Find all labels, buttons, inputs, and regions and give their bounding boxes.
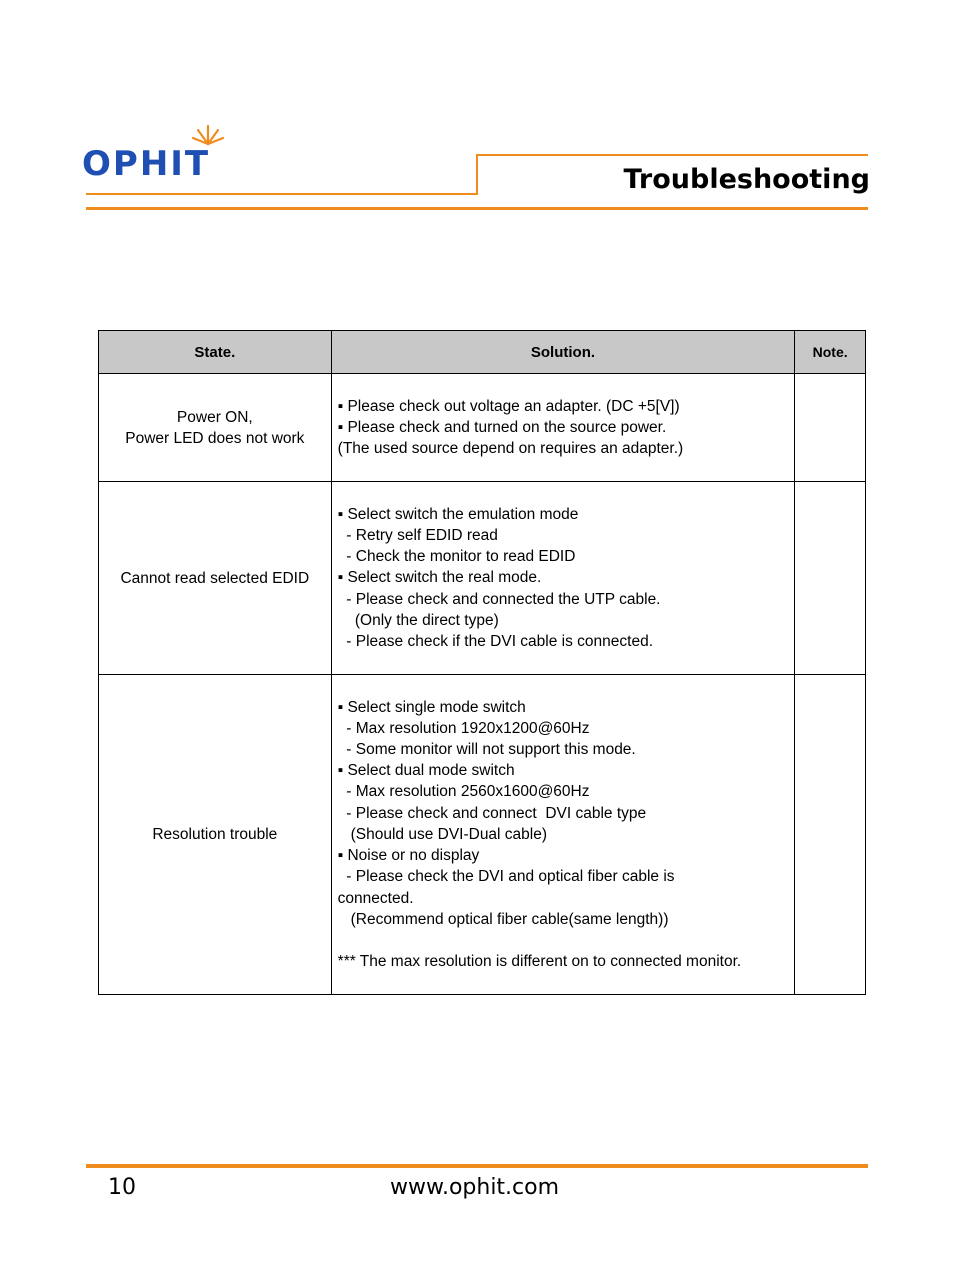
column-header-state: State. (99, 331, 332, 374)
state-line: Cannot read selected EDID (120, 569, 310, 587)
state-line: Power ON, (176, 408, 253, 426)
solution-line: ▪ Select switch the emulation mode (337, 505, 579, 523)
note-cell (795, 374, 866, 482)
table-row (99, 482, 866, 675)
solution-line: - Max resolution 1920x1200@60Hz (337, 719, 590, 737)
troubleshooting-table (98, 330, 866, 995)
table-row (99, 675, 866, 995)
sun-rays-icon (190, 122, 226, 146)
table-row (99, 374, 866, 482)
website-link[interactable]: www.ophit.com (390, 1175, 560, 1200)
solution-line: - Some monitor will not support this mode. (337, 741, 636, 759)
solution-line: - Check the monitor to read EDID (337, 548, 576, 566)
solution-line: (Only the direct type) (337, 611, 499, 629)
solution-cell (331, 675, 795, 995)
note-cell (795, 482, 866, 675)
solution-line: *** The max resolution is different on to connected monitor. (337, 953, 742, 971)
state-cell (99, 374, 332, 482)
solution-cell (331, 482, 795, 675)
solution-line: - Please check the DVI and optical fiber cable is (337, 868, 675, 886)
state-line: Resolution trouble (152, 826, 278, 843)
state-line: Power LED does not work (125, 429, 305, 447)
logo-text: OPHIT (82, 144, 211, 184)
solution-line: ▪ Noise or no display (337, 847, 480, 865)
header-rule-top (476, 154, 868, 156)
solution-line: (The used source depend on requires an adapter.) (337, 440, 684, 458)
column-header-solution: Solution. (331, 331, 795, 374)
solution-line: (Recommend optical fiber cable(same length)) (337, 910, 669, 928)
table-header-row (99, 331, 866, 374)
solution-line: connected. (337, 889, 414, 907)
solution-line: - Max resolution 2560x1600@60Hz (337, 783, 590, 801)
column-header-note: Note. (795, 331, 866, 374)
solution-line: ▪ Please check out voltage an adapter. (DC +5[V]) (337, 397, 680, 415)
solution-cell (331, 374, 795, 482)
solution-line (338, 930, 789, 951)
ophit-logo (82, 122, 252, 192)
header-rule-bottom (86, 207, 868, 210)
page-number: 10 (108, 1175, 136, 1200)
footer-rule (86, 1164, 868, 1168)
solution-line: - Please check if the DVI cable is connected. (337, 633, 653, 650)
state-cell (99, 482, 332, 675)
solution-line: ▪ Select single mode switch (337, 698, 526, 716)
solution-line: ▪ Please check and turned on the source power. (337, 418, 667, 436)
state-cell (99, 675, 332, 995)
solution-line: ▪ Select switch the real mode. (337, 569, 542, 587)
header-rule-left (86, 193, 478, 195)
solution-line: - Please check and connect DVI cable type (337, 804, 647, 822)
note-cell (795, 675, 866, 995)
page-title: Troubleshooting (623, 164, 870, 195)
solution-line: (Should use DVI-Dual cable) (337, 825, 548, 843)
solution-line: - Retry self EDID read (337, 526, 498, 544)
header-rule-divider (476, 154, 478, 195)
solution-line: - Please check and connected the UTP cable. (337, 590, 661, 608)
solution-line: ▪ Select dual mode switch (337, 762, 515, 780)
